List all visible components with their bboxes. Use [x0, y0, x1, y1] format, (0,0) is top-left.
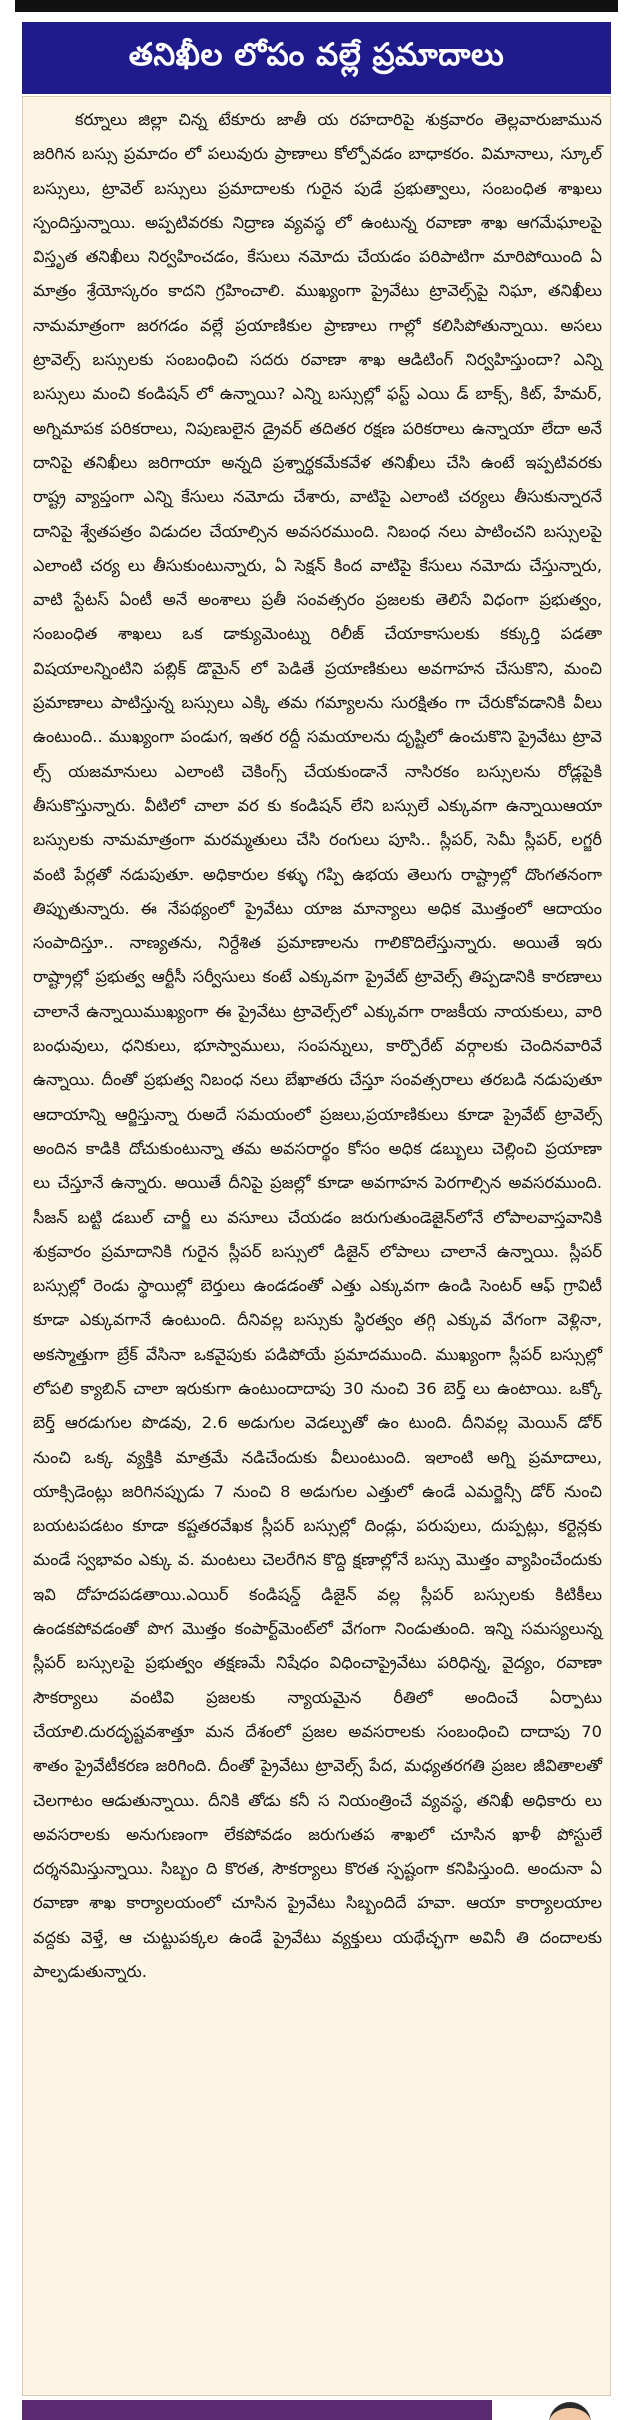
author-avatar-icon: [535, 2400, 605, 2420]
headline-text: తనిఖీల లోపం వల్లే ప్రమాదాలు: [128, 36, 505, 73]
avatar-face-shape: [549, 2402, 591, 2420]
article-box: [22, 96, 611, 2396]
footer-bar: [22, 2400, 492, 2420]
headline-banner: [22, 22, 611, 94]
article-body: కర్నూలు జిల్లా చిన్న టేకూరు జాతీ య రహదారిపై శుక్రవారం తెల్లవారుజామున జరిగిన బస్సు ప్రమాదం లో పలువురు ప్రాణాలు కోల్పోవడం బాధాకరం. విమానాలు, స్కూల్ బస్సులు, ట్రావెల్ బస్సులు ప్రమాదాలకు గురైన పుడే ప్రభుత్వాలు, సంబంధిత శాఖలు స్పందిస్తున్నాయి. అప్పటివరకు నిద్రాణ వ్యవస్థ లో ఉంటున్న రవాణా శాఖ ఆగమేఘాలపై విస్తృత తనిఖీలు నిర్వహించడం, కేసులు నమోదు చేయడం పరిపాటిగా మారిపోయింది ఏ మాత్రం శ్రేయోస్కరం కాదని గ్రహించాలి. ముఖ్యంగా ప్రైవేటు ట్రావెల్స్‌పై నిఘా, తనిఖీలు నామమాత్రంగా జరగడం వల్లే ప్రయాణికుల ప్రాణాలు గాల్లో కలిసిపోతున్నాయి. అసలు ట్రావెల్స్ బస్సులకు సంబంధించి సదరు రవాణా శాఖ ఆడిటింగ్ నిర్వహిస్తుందా? ఎన్ని బస్సులు మంచి కండిషన్ లో ఉన్నాయి? ఎన్ని బస్సుల్లో ఫస్ట్ ఎయి డ్ బాక్స్, కిట్, హేమర్, అగ్నిమాపక పరికరాలు, నిపుణులైన డ్రైవర్ తదితర రక్షణ పరికరాలు ఉన్నాయా లేదా అనే దానిపై తనిఖీలు జరిగాయా అన్నది ప్రశ్నార్థకమేకవేళ తనిఖీలు చేసి ఉంటే ఇప్పటివరకు రాష్ట్ర వ్యాప్తంగా ఎన్ని కేసులు నమోదు చేశారు, వాటిపై ఎలాంటి చర్యలు తీసుకున్నారనే దానిపై శ్వేతపత్రం విడుదల చేయాల్సిన అవసరముంది. నిబంధ నలు పాటించని బస్సులపై ఎలాంటి చర్య లు తీసుకుంటున్నారు, ఏ సెక్షన్ కింద వాటిపై కేసులు నమోదు చేస్తున్నారు, వాటి స్టేటస్ ఏంటీ అనే అంశాలు ప్రతీ సంవత్సరం ప్రజలకు తెలిసే విధంగా ప్రభుత్వం, సంబంధిత శాఖలు ఒక డాక్యుమెంట్ను రిలీజ్ చేయాకాసులకు కక్కుర్తి పడతా విషయాలన్నింటిని పబ్లిక్ డొమైన్ లో పెడితే ప్రయాణికులు అవగాహన చేసుకొని, మంచి ప్రమాణాలు పాటిస్తున్న బస్సులు ఎక్కి తమ గమ్యాలను సురక్షితం గా చేరుకోవడానికి వీలు ఉంటుంది.. ముఖ్యంగా పండుగ, ఇతర రద్దీ సమయాలను దృష్టిలో ఉంచుకొని ప్రైవేటు ట్రావె ల్స్ యజమానులు ఎలాంటి చెకింగ్స్ చేయకుండానే నాసిరకం బస్సులను రోడ్లపైకి తీసుకొస్తున్నారు. వీటిలో చాలా వర కు కండిషన్ లేని బస్సులే ఎక్కువగా ఉన్నాయిఆయా బస్సులకు నామమాత్రంగా మరమ్మతులు చేసి రంగులు పూసి.. స్లీపర్, సెమీ స్లీపర్, లగ్జరీ వంటి పేర్లతో నడుపుతూ. అధికారుల కళ్ళు గప్పి ఉభయ తెలుగు రాష్ట్రాల్లో దొంగతనంగా తిప్పుతున్నారు. ఈ నేపథ్యంలో ప్రైవేటు యాజ మాన్యాలు అధిక మొత్తంలో ఆదాయం సంపాదిస్తూ.. నాణ్యతను, నిర్దేశిత ప్రమాణాలను గాలికొదిలేస్తున్నారు. అయితే ఇరు రాష్ట్రాల్లో ప్రభుత్వ ఆర్టీసీ సర్వీసులు కంటే ఎక్కువగా ప్రైవేట్ ట్రావెల్స్ తిప్పడానికి కారణాలు చాలానే ఉన్నాయిముఖ్యంగా ఈ ప్రైవేటు ట్రావెల్స్‌లో ఎక్కువగా రాజకీయ నాయకులు, వారి బంధువులు, ధనికులు, భూస్వాములు, సంపన్నులు, కార్పొరేట్ వర్గాలకు చెందినవారివే ఉన్నాయి. దీంతో ప్రభుత్వ నిబంధ నలు బేఖాతరు చేస్తూ సంవత్సరాలు తరబడి నడుపుతూ ఆదాయాన్ని ఆర్జిస్తున్నా రుఅదే సమయంలో ప్రజలు,ప్రయాణికులు కూడా ప్రైవేట్ ట్రావెల్స్ అందిన కాడికి దోచుకుంటున్నా తమ అవసరార్థం కోసం అధిక డబ్బులు చెల్లించి ప్రయాణా లు చేస్తూనే ఉన్నారు. అయితే దీనిపై ప్రజల్లో కూడా అవగాహన పెరగాల్సిన అవసరముంది. సీజన్ బట్టి డబుల్ చార్జీ లు వసూలు చేయడం జరుగుతుండెజైన్‌లోనే లోపాలవాస్తవానికి శుక్రవారం ప్రమాదానికి గురైన స్లీపర్ బస్సులో డిజైన్ లోపాలు చాలానే ఉన్నాయి. స్లీపర్ బస్సుల్లో రెండు స్థాయిల్లో బెర్తులు ఉండడంతో ఎత్తు ఎక్కువగా ఉండి సెంటర్ ఆఫ్ గ్రావిటీ కూడా ఎక్కువగానే ఉంటుంది. దీనివల్ల బస్సుకు స్థిరత్వం తగ్గి ఎక్కువ వేగంగా వెళ్లినా, అకస్మాత్తుగా బ్రేక్ వేసినా ఒకవైపుకు పడిపోయే ప్రమాదముంది. ముఖ్యంగా స్లీపర్ బస్సుల్లో లోపలి క్యాబిన్ చాలా ఇరుకుగా ఉంటుందాదాపు 30 నుంచి 36 బెర్త్ లు ఉంటాయి. ఒక్కో బెర్త్ ఆరడుగుల పొడవు, 2.6 అడుగుల వెడల్పుతో ఉం టుంది. దీనివల్ల మెయిన్ డోర్ నుంచి ఒక్క వ్యక్తికి మాత్రమే నడిచేందుకు వీలుంటుంది. ఇలాంటి అగ్ని ప్రమాదాలు, యాక్సిడెంట్లు జరిగినప్పుడు 7 నుంచి 8 అడుగుల ఎత్తులో ఉండే ఎమర్జెన్సీ డోర్ నుంచి బయటపడటం కూడా కష్టతరవేఖక స్లీపర్ బస్సుల్లో దిండ్లు, పరుపులు, దుప్పట్లు, కర్టెన్లకు మండే స్వభావం ఎక్కు వ. మంటలు చెలరేగిన కొద్ది క్షణాల్లోనే బస్సు మొత్తం వ్యాపించేందుకు ఇవి దోహదపడతాయి.ఎయిర్ కండిషన్డ్ డిజైన్ వల్ల స్లీపర్ బస్సులకు కిటికీలు ఉండకపోవడంతో పొగ మొత్తం కంపార్ట్‌మెంట్‌లో వేగంగా నిండుతుంది. ఇన్ని సమస్యలున్న స్లీపర్ బస్సులపై ప్రభుత్వం తక్షణమే నిషేధం విధించాప్రైవేటు పరిధిన్న, వైద్యం, రవాణా సౌకర్యాలు వంటివి ప్రజలకు న్యాయమైన రీతిలో అందించే ఏర్పాటు చేయాలి.దురదృష్టవశాత్తూ మన దేశంలో ప్రజల అవసరాలకు సంబంధించి దాదాపు 70 శాతం ప్రైవేటీకరణ జరిగింది. దీంతో ప్రైవేటు ట్రావెల్స్ పేద, మధ్యతరగతి ప్రజల జీవితాలతో చెలగాటం ఆడుతున్నాయి. దీనికి తోడు కనీ స నియంత్రించే వ్యవస్థ, తనిఖీ అధికారు లు అవసరాలకు అనుగుణంగా లేకపోవడం జరుగుతప శాఖలో చూసిన ఖాళీ పోస్టులే దర్శనమిస్తున్నాయి. సిబ్బం ది కొరత, సౌకర్యాలు కొరత స్పష్టంగా కనిపిస్తుంది. అందునా ఏ రవాణా శాఖ కార్యాలయంలో చూసిన ప్రైవేటు సిబ్బందిదే హవా. ఆయా కార్యాలయాల వద్దకు వెళ్తే, ఆ చుట్టుపక్కల ఉండే ప్రైవేటు వ్యక్తులు యథేచ్ఛగా అవినీ తి దందాలకు పాల్పడుతున్నారు.: [33, 110, 602, 1982]
footer-strip: [22, 2400, 611, 2420]
top-divider-strip: [15, 0, 618, 12]
